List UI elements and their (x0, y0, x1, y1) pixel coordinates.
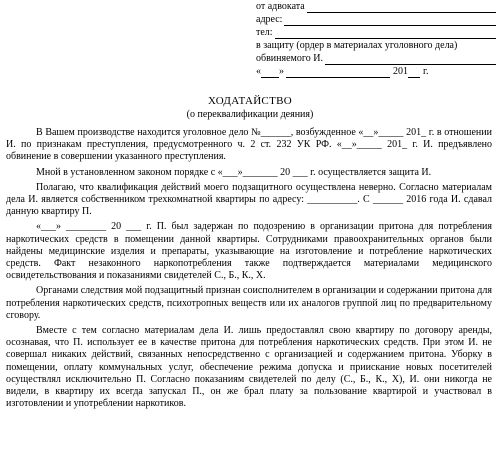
accused-line (256, 52, 496, 65)
from-blank (307, 3, 496, 13)
address-label: адрес: (256, 14, 283, 25)
document-body (6, 127, 492, 413)
accused-blank (325, 55, 496, 65)
date-day-blank (261, 68, 279, 78)
paragraph-5: Органами следствия мой подзащитный признан соисполнителем в организации и содержании притона для потребления наркотических средств, психотропных веществ или их аналогов группой лиц по предварительному сговору. (6, 285, 492, 321)
defense-text: в защиту (ордер в материалах уголовного дела) (256, 40, 458, 51)
address-line (256, 13, 496, 26)
from-label: от адвоката (256, 1, 305, 12)
header-date-line (256, 65, 496, 78)
document-subtitle: (о переквалификации деяния) (186, 109, 314, 120)
date-year: 201 (393, 66, 408, 77)
paragraph-1: В Вашем производстве находится уголовное дело №______, возбужденное «__»_____ 201_ г. в отношении И. по признакам преступления, предусмотренного ч. 2 ст. 232 УК РФ. «__»_____ 201_ г. И. предъявлено обвинение в совершении указанного преступления. (6, 127, 492, 163)
phone-line (256, 26, 496, 39)
date-open: « (256, 66, 261, 77)
date-year-blank (408, 68, 420, 78)
paragraph-6: Вместе с тем согласно материалам дела И. лишь предоставлял свою квартиру по договору аренды, осознавая, что П. использует ее в качестве притона для потребления наркотических средств. При этом И. не совершал никаких действий, связанных непосредственно с организацией и содержанием притона. Уборку в помещении, оплату коммунальных услуг, обеспечение режима допуска и приискание новых посетителей осуществлял исключительно П. Согласно показаниям свидетелей по делу (С., Б., К., Х), И. они никогда не видели, в квартиру их всегда запускал П., он же брал плату за пользование квартирой и участвовал в изготовлении и употреблении наркотиков. (6, 325, 492, 410)
paragraph-3: Полагаю, что квалификация действий моего подзащитного осуществлена неверно. Согласно материалам дела И. является собственником трехкомнатной квартиры по адресу: __________. С ______ 2016 года И. сдавал данную квартиру П. (6, 181, 492, 218)
defense-line (256, 39, 496, 52)
phone-label: тел: (256, 27, 273, 38)
date-suffix: г. (423, 66, 429, 77)
accused-label: обвиняемого И. (256, 53, 323, 64)
date-close: » (279, 66, 284, 77)
header-block (256, 0, 496, 78)
phone-blank (275, 29, 496, 39)
document-title: ХОДАТАЙСТВО (208, 95, 292, 107)
address-blank (284, 16, 496, 26)
paragraph-4: «___» ________ 20 ___ г. П. был задержан по подозрению в организации притона для потребления наркотических средств в помещении данной квартиры. Сотрудниками правоохранительных органов были найдены медицинские изделия и препараты, указывающие на изготовление и потребление наркотических средств. Факт незаконного наркопотребления также подтверждается материалами медицинского освидетельствования и показаниями свидетелей С., Б., К., Х. (6, 221, 492, 282)
date-month-blank (286, 68, 390, 78)
paragraph-2: Мной в установленном законом порядке с «___»_______ 20 ___ г. осуществляется защита И. (36, 166, 432, 178)
from-line (256, 0, 496, 13)
